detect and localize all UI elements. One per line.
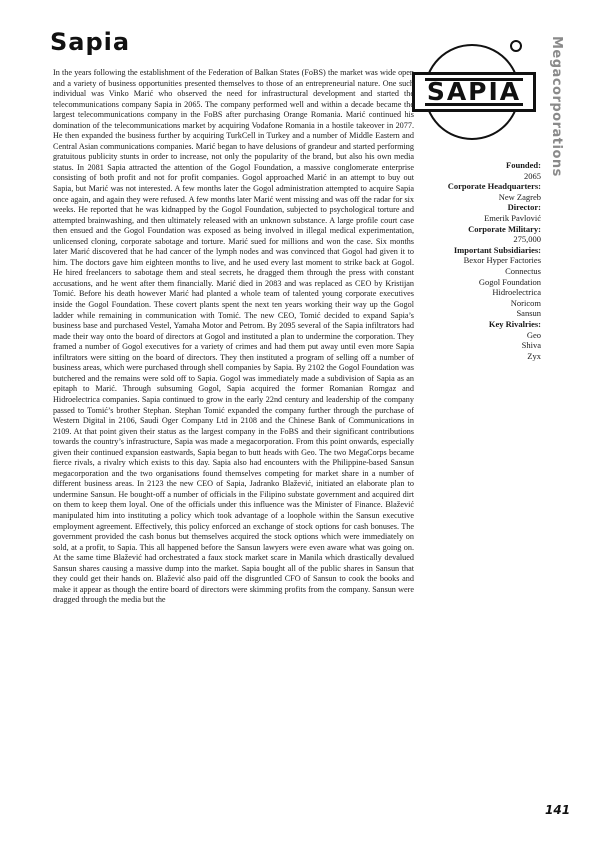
subsidiary-item: Connectus (505, 265, 541, 276)
page-title: Sapia (50, 28, 131, 56)
founded-label: Founded: (506, 160, 541, 170)
hq-label: Corporate Headquarters: (447, 181, 541, 192)
director-value: Emerik Pavlović (484, 212, 541, 223)
rivalry-item: Zyx (527, 350, 541, 361)
article-body (53, 68, 414, 606)
subsidiary-item: Hidroelectrica (492, 287, 541, 298)
corporate-info-sidebar (420, 160, 541, 361)
subsidiaries-label: Important Subsidiaries: (453, 244, 541, 255)
page-number: 141 (545, 803, 571, 817)
rivalry-item: Shiva (521, 340, 541, 351)
article-paragraph: In the years following the establishment of the Federation of Balkan States (FoBS) the market was wide open and a variety of business opportunities presented themselves to those of an entrepreneurial nature. One such individual was Vinko Marić who observed the need for infrastructural development and started the telecommunications company Sapia in 2065. The company performed well and within a decade became the largest telecommunications company in the FoBS after purchasing Orange Romania. Marić continued his domination of the telecommunications market by acquiring Vodafone Romania in a hostile takeover in 2077. He then expanded the business further by acquiring TurkCell in Turkey and a number of Middle Eastern and Central Asian communications companies. Marić began to have delusions of grandeur and started performing gratuitous publicity stunts in order to increase, not only the popularity of the brand, but also his own media status. In 2081 Sapia attracted the attention of the Gogol Foundation, a massive conglomerate enterprise consisting of both profit and not for profit companies. Gogol approached Marić in an attempt to buy out Sapia, but Marić was not interested. A few months later the Gogol administration attempted to acquire Sapia once again, and again they were refused. A few months later Marić went missing and was off the radar for six weeks. He reported that he was kidnapped by the Gogol Foundation, subjected to psychological torture and attempted brainwashing, and then ultimately released with an unknown substance. A large profile court case then ensued and the Gogol Foundation was exposed as being involved in illegal medical experimentation, unlicensed cloning, corporate sabotage and torture. Marić sued for millions and won the case. Six months later Marić discovered that he had cancer of the lymph nodes and was convinced that Gogol had given it to him. The doctors gave him eighteen months to live, and he used every last moment to strike back at Gogol. He hired freelancers to sabotage them and steal secrets, he dragged them through the press with constant accusations, and he went after them financially. Marić died in 2083 and was replaced as CEO by Kristijan Tomić. Before his death however Marić had planted a whole team of talented young corporate executives inside the Gogol Foundation. These covert plants spent the next ten years working their way up the Gogol ladder while remaining in communication with Tomić. The new CEO, Tomić decided to expand Sapia’s business base and purchased Vestel, Yamaha Motor and Petrom. By 2095 several of the Sapia infiltrators had made their way onto the board of directors at Gogol and instituted a plan to undermine the corporation. They framed a number of Gogol executives for a variety of crimes and had them put away until even more Sapia infiltrators were sitting on the board of directors. They then instituted a program of selling off a number of business areas, which were purchased through shell companies by Sapia. By 2102 the Gogol Foundation was butchered and the remains were sold off to Sapia. Gogol was immediately made a subdivision of Sapia as an epitaph to Marić. Through subsuming Gogol, Sapia acquired the former Romanian Romgaz and Hidroelectrica companies. Sapia continued to grow in the early 22nd century and leadership of the company passed to Tomić’s brother Stephan. Stephan Tomić expanded the company further through the purchase of Western Digital in 2106, Saudi Oger Company Ltd in 2108 and the Chinese Bank of Communications in 2109. At that point given their status as the largest company in the FoBS and their significant contributions towards the country’s infrastructure, Sapia was made a megacorporation. From this point onwards, especially given their continued expansion eastwards, Sapia began to butt heads with Geo. The two MegaCorps became fierce rivals, a rivalry which exists to this day. Sapia also had encounters with the Philippine-based Sansun megacorporation and the two organisations found themselves competing for market share in a number of different business areas. In 2123 the new CEO of Sapia, Jadranko Blažević, initiated an elaborate plan to undermine Sansun. He bought-off a number of officials in the Filipino substate government and acquired dirt on them to keep them loyal. One of the officials under this influence was the Minister of Finance. Blažević manipulated him into instituting a policy which took advantage of a loophole within the Sansun executive employment agreement. Effectively, this policy enforced an exchange of stock options for cash bonuses. The government provided the cash bonus but themselves acquired the stock options which were immediately on sold, at a profit, to Sapia. This all happened before the Sansun lawyers were even aware what was going on. At the same time Blažević had orchestrated a faux stock market scare in Manila which drastically devalued Sansun shares causing a massive dump into the market. Sapia bought all of the public shares in Sansun that they could get their hands on. Blažević also paid off the disgruntled CFO of Sansun to cook the books and make it appear as though the entire board of directors were skimming profits from the company. Sansun were dragged through the media but the (53, 68, 414, 605)
director-label: Director: (507, 202, 541, 213)
subsidiary-item: Noricom (510, 297, 541, 308)
chapter-side-tab: Megacorporations (549, 36, 564, 177)
subsidiary-item: Sansun (516, 308, 541, 319)
logo-node-icon (510, 40, 522, 52)
hq-value: New Zagreb (498, 191, 541, 202)
rivalry-item: Geo (526, 329, 541, 340)
military-label: Corporate Military: (468, 223, 541, 234)
founded-value: 2065 (524, 170, 541, 181)
military-value: 275,000 (513, 234, 541, 245)
logo-wordmark-box (412, 72, 536, 112)
subsidiary-item: Gogol Foundation (478, 276, 541, 287)
subsidiary-item: Bexor Hyper Factories (463, 255, 541, 266)
rivalries-label: Key Rivalries: (488, 318, 541, 329)
logo-wordmark: SAPIA (426, 77, 522, 106)
